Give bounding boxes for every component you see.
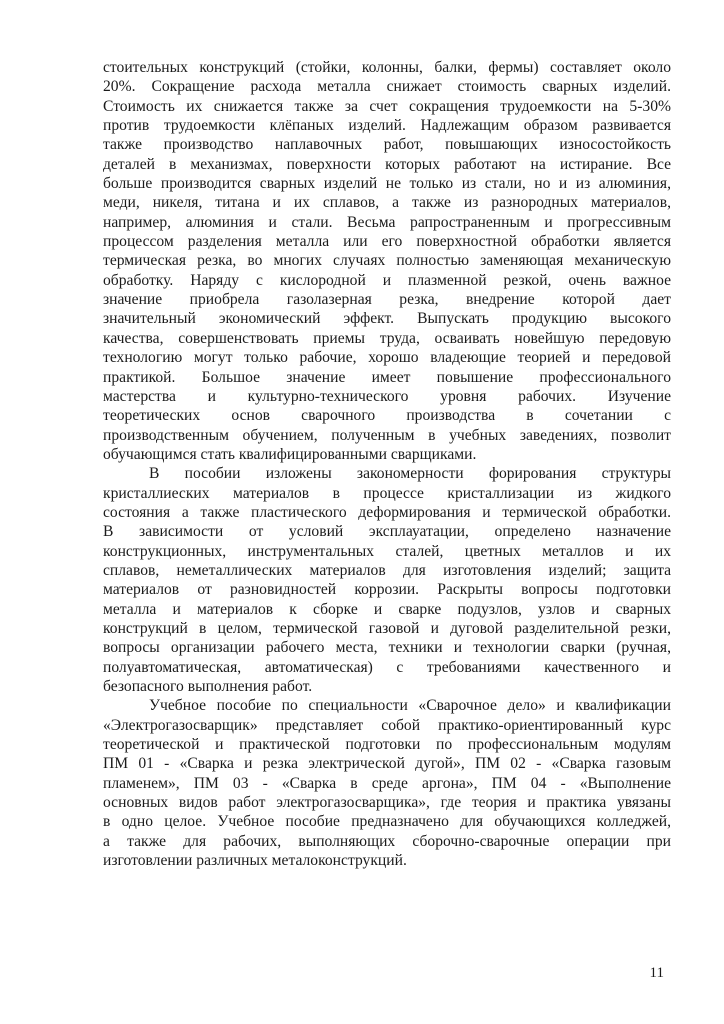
text-line: значительный экономический эффект. Выпускать продукцию высокого: [103, 310, 671, 328]
text-line: В зависимости от условий эксплауатации, определено назначение: [103, 523, 671, 541]
text-line: Учебное пособие по специальности «Сварочное дело» и квалификации: [149, 697, 671, 715]
text-line: производственным обучением, полученным в учебных заведениях, позволит: [103, 426, 671, 444]
text-line: меди, никеля, титана и их сплавов, а также из разнородных материалов,: [103, 194, 671, 212]
body-text: [103, 58, 671, 870]
text-line: 20%. Сокращение расхода металла снижает стоимость сварных изделий.: [103, 78, 671, 96]
paragraph: [103, 696, 671, 870]
text-line: обработку. Наряду с кислородной и плазменной резкой, очень важное: [103, 271, 671, 289]
text-line: основных видов работ электрогазосварщика», где теория и практика увязаны: [103, 794, 671, 812]
text-line: безопасного выполнения работ.: [103, 678, 313, 695]
paragraph: [103, 464, 671, 696]
text-line: значение приобрела газолазерная резка, внедрение которой дает: [103, 291, 671, 309]
text-line: практикой. Большое значение имеет повышение профессионального: [103, 368, 671, 386]
text-line: ПМ 01 - «Сварка и резка электрической дугой», ПМ 02 - «Сварка газовым: [103, 755, 671, 773]
text-line: качества, совершенствовать приемы труда, осваивать новейшую передовую: [103, 329, 671, 347]
text-line: материалов от разновидностей коррозии. Раскрыты вопросы подготовки: [103, 581, 671, 599]
text-line: Стоимость их снижается также за счет сокращения трудоемкости на 5-30%: [103, 97, 671, 115]
page-number: 11: [649, 965, 664, 981]
text-line: полуавтоматическая, автоматическая) с требованиями качественного и: [103, 658, 671, 676]
text-line: обучающимся стать квалифицированными сварщиками.: [103, 445, 477, 463]
text-line: металла и материалов к сборке и сварке подузлов, узлов и сварных: [103, 600, 671, 618]
text-line: мастерства и культурно-технического уровня рабочих. Изучение: [103, 387, 671, 405]
text-line: против трудоемкости клёпаных изделий. Надлежащим образом развивается: [103, 117, 671, 135]
text-line: теоретических основ сварочного производства в сочетании с: [103, 407, 671, 425]
text-line: термическая резка, во многих случаях полностью заменяющая механическую: [103, 252, 671, 270]
paragraph: [103, 58, 671, 464]
text-line: вопросы организации рабочего места, техники и технологии сварки (ручная,: [103, 639, 671, 657]
text-line: конструкционных, инструментальных сталей, цветных металлов и их: [103, 542, 671, 560]
text-line: также производство наплавочных работ, повышающих износостойкость: [103, 136, 671, 154]
text-line: В пособии изложены закономерности форирования структуры: [149, 465, 671, 483]
text-line: больше производится сварных изделий не только из стали, но и из алюминия,: [103, 175, 671, 193]
text-line: теоретической и практической подготовки по профессиональным модулям: [103, 736, 671, 754]
text-line: пламенем», ПМ 03 - «Сварка в среде аргона», ПМ 04 - «Выполнение: [103, 774, 671, 792]
text-line: технологию могут только рабочие, хорошо владеющие теорией и передовой: [103, 349, 671, 367]
text-line: изготовлении различных металоконструкций.: [103, 852, 407, 870]
text-line: в одно целое. Учебное пособие предназначено для обучающихся колледжей,: [103, 813, 671, 831]
text-line: состояния а также пластического деформирования и термической обработки.: [103, 503, 671, 521]
text-line: сплавов, неметаллических материалов для изготовления изделий; защита: [103, 561, 671, 579]
text-line: кристаллиеских материалов в процессе кристаллизации из жидкого: [103, 484, 671, 502]
text-line: процессом разделения металла или его поверхностной обработки является: [103, 233, 671, 251]
text-line: например, алюминия и стали. Весьма рапространенным и прогрессивным: [103, 213, 671, 231]
text-line: а также для рабочих, выполняющих сборочно-сварочные операции при: [103, 832, 671, 850]
text-line: «Электрогазосварщик» представляет собой практико-ориентированный курс: [103, 716, 671, 734]
text-line: конструкций в целом, термической газовой и дуговой разделительной резки,: [103, 619, 671, 637]
text-line: деталей в механизмах, поверхности которых работают на истирание. Все: [103, 155, 671, 173]
text-line: стоительных конструкций (стойки, колонны, балки, фермы) составляет около: [103, 59, 671, 76]
